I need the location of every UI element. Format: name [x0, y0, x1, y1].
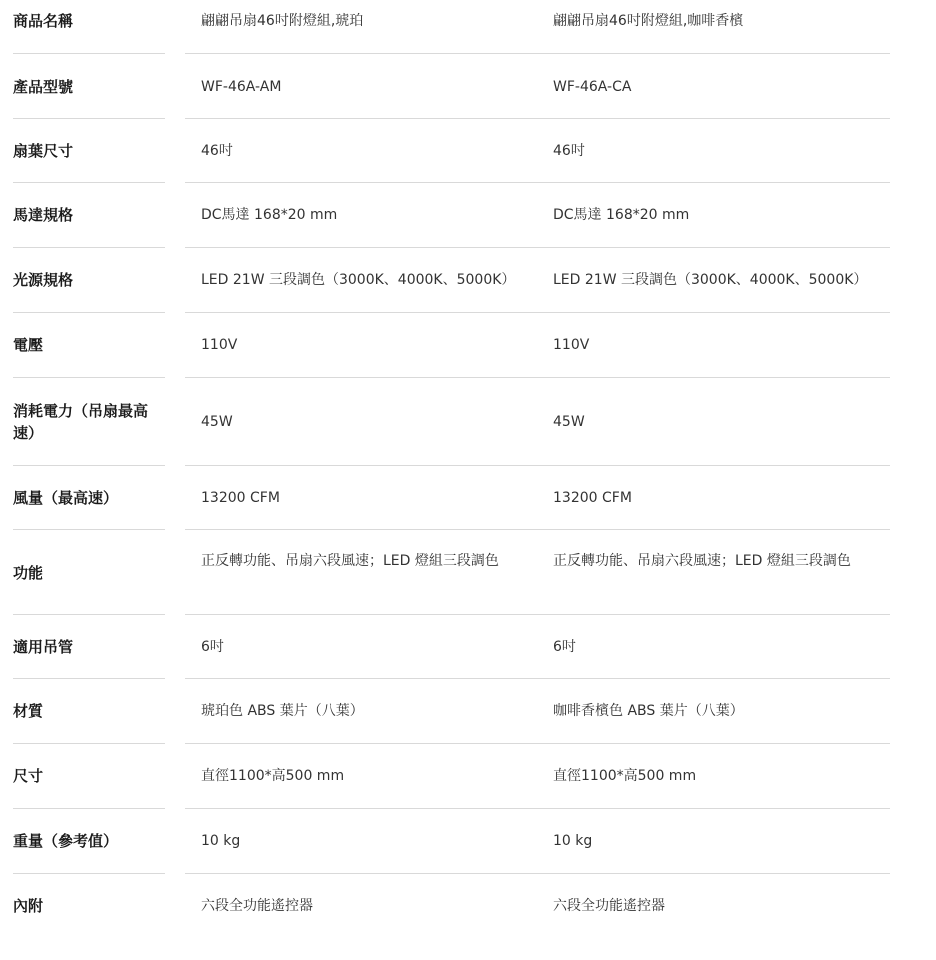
value-col-2: LED 21W 三段調色（3000K、4000K、5000K） [553, 272, 868, 288]
row-label: 適用吊管 [13, 638, 74, 656]
table-row [0, 615, 936, 679]
value-col-1: 10 kg [201, 833, 241, 849]
row-label: 功能 [13, 564, 44, 582]
value-col-1: 正反轉功能、吊扇六段風速；LED 燈組三段調色 [201, 553, 499, 569]
table-row [0, 679, 936, 744]
table-row [0, 530, 936, 615]
row-label: 風量（最高速） [13, 489, 119, 507]
row-label: 消耗電力（吊扇最高速） [13, 402, 149, 442]
value-col-1: 46吋 [201, 143, 233, 159]
value-col-2: 45W [553, 414, 585, 430]
table-row [0, 874, 936, 938]
value-col-2: 六段全功能遙控器 [553, 898, 665, 914]
row-label: 材質 [13, 702, 44, 720]
table-row [0, 809, 936, 874]
value-col-1: 6吋 [201, 639, 224, 655]
value-col-1: 13200 CFM [201, 490, 280, 506]
table-row [0, 744, 936, 809]
value-col-1: WF-46A-AM [201, 79, 282, 95]
table-row [0, 248, 936, 313]
value-col-2: 10 kg [553, 833, 593, 849]
row-label: 商品名稱 [13, 12, 74, 30]
value-col-1: 110V [201, 337, 238, 353]
row-label: 扇葉尺寸 [13, 142, 74, 160]
table-row [0, 378, 936, 466]
table-row [0, 313, 936, 378]
value-col-1: 六段全功能遙控器 [201, 898, 313, 914]
table-row [0, 183, 936, 248]
row-label: 重量（參考值） [13, 832, 119, 850]
table-row [0, 119, 936, 183]
value-col-2: 直徑1100*高500 mm [553, 768, 697, 784]
value-col-2: 110V [553, 337, 590, 353]
value-col-2: 46吋 [553, 143, 585, 159]
value-col-1: 琥珀色 ABS 葉片（八葉） [201, 703, 364, 719]
value-col-1: DC馬達 168*20 mm [201, 207, 338, 223]
row-label: 產品型號 [13, 78, 74, 96]
value-col-2: DC馬達 168*20 mm [553, 207, 690, 223]
table-row [0, 466, 936, 530]
value-col-2: 咖啡香檳色 ABS 葉片（八葉） [553, 703, 744, 719]
value-col-2: 正反轉功能、吊扇六段風速；LED 燈組三段調色 [553, 553, 851, 569]
value-col-2: WF-46A-CA [553, 79, 632, 95]
row-label: 光源規格 [13, 271, 74, 289]
value-col-2: 翩翩吊扇46吋附燈組,咖啡香檳 [553, 13, 744, 29]
value-col-1: 翩翩吊扇46吋附燈組,琥珀 [201, 13, 364, 29]
row-label: 內附 [13, 897, 44, 915]
table-row [0, 0, 936, 54]
value-col-2: 6吋 [553, 639, 576, 655]
row-label: 尺寸 [13, 767, 44, 785]
value-col-1: 45W [201, 414, 233, 430]
row-label: 馬達規格 [13, 206, 74, 224]
value-col-2: 13200 CFM [553, 490, 632, 506]
value-col-1: 直徑1100*高500 mm [201, 768, 345, 784]
value-col-1: LED 21W 三段調色（3000K、4000K、5000K） [201, 272, 516, 288]
row-label: 電壓 [13, 336, 44, 354]
table-row [0, 54, 936, 119]
